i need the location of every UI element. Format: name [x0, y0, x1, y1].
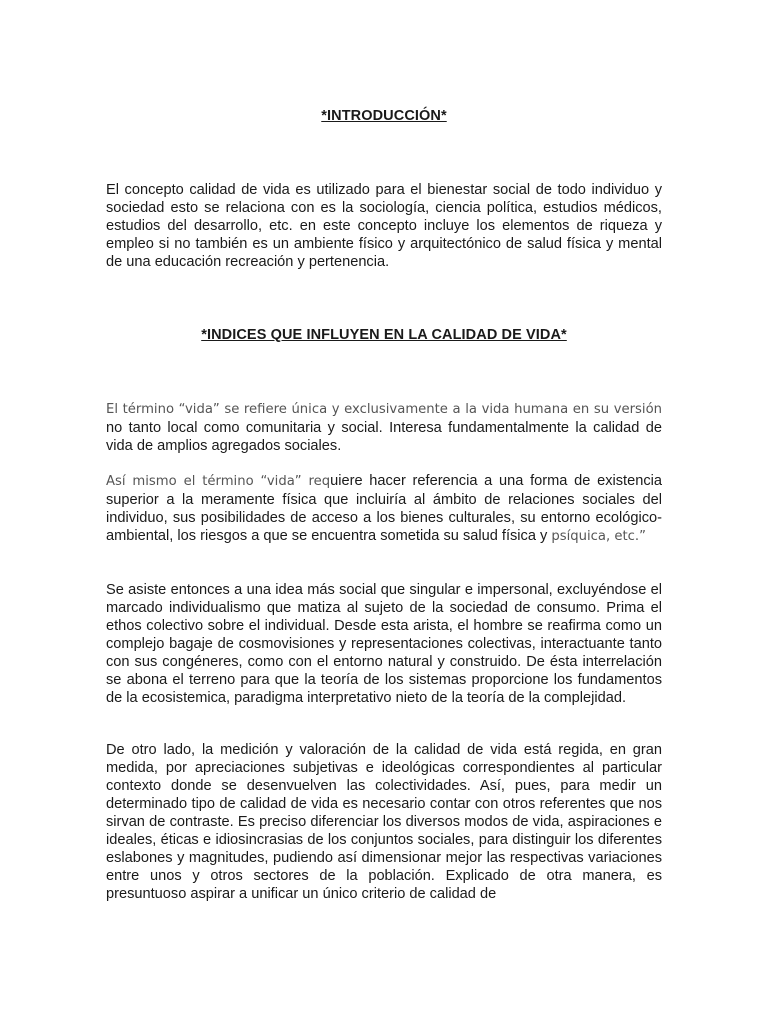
heading-introduccion: *INTRODUCCIÓN*: [321, 108, 447, 124]
paragraph-vida-existencia-light-start: Así mismo el término “vida” req: [106, 474, 331, 489]
paragraph-vida-existencia-text: uiere hacer referencia a una forma de existencia superior a la meramente física que incluiría al ámbito de relaciones sociales del individuo, sus posibilidades de acceso a los bienes culturales, su entorno ecológico-ambiental, los riesgos a que se encuentra sometida su salud física y: [106, 473, 662, 544]
paragraph-vida-existencia: [106, 472, 662, 546]
paragraph-vida-definicion-text: no tanto local como comunitaria y social. Interesa fundamentalmente la calidad de vida de amplios agregados sociales.: [106, 420, 662, 454]
intro-paragraph: El concepto calidad de vida es utilizado para el bienestar social de todo individuo y sociedad esto se relaciona con es la sociología, ciencia política, estudios médicos, estudios del desarrollo, etc. en este concepto incluye los elementos de riqueza y empleo si no también es un ambiente físico y arquitectónico de salud física y mental de una educación recreación y pertenencia.: [106, 182, 662, 270]
paragraph-vida-existencia-light-end: psíquica, etc.”: [551, 529, 646, 544]
paragraph-vida-definicion: [106, 400, 662, 455]
paragraph-medicion: De otro lado, la medición y valoración de la calidad de vida está regida, en gran medida, por apreciaciones subjetivas e ideológicas correspondientes al particular contexto donde se desenvuelven las colectividades. Así, pues, para medir un determinado tipo de calidad de vida es necesario contar con otros referentes que nos sirvan de contraste. Es preciso diferenciar los diversos modos de vida, aspiraciones e ideales, éticas e idiosincrasias de los conjuntos sociales, para distinguir los diferentes eslabones y magnitudes, pudiendo así dimensionar mejor las respectivas variaciones entre unos y otros sectores de la población. Explicado de otra manera, es presuntuoso aspirar a unificar un único criterio de calidad de: [106, 742, 662, 902]
paragraph-vida-definicion-light-text: El término “vida” se refiere única y exclusivamente a la vida humana en su versión: [106, 402, 662, 417]
heading-indices: *INDICES QUE INFLUYEN EN LA CALIDAD DE VIDA*: [201, 327, 567, 343]
paragraph-idea-social: Se asiste entonces a una idea más social que singular e impersonal, excluyéndose el marcado individualismo que matiza al sujeto de la sociedad de consumo. Prima el ethos colectivo sobre el individual. Desde esta arista, el hombre se reafirma como un complejo bagaje de cosmovisiones y representaciones colectivas, interactuante tanto con sus congéneres, como con el entorno natural y construido. De ésta interrelación se abona el terreno para que la teoría de los sistemas proporcione los fundamentos de la ecosistemica, paradigma interpretativo nieto de la teoría de la complejidad.: [106, 582, 662, 706]
